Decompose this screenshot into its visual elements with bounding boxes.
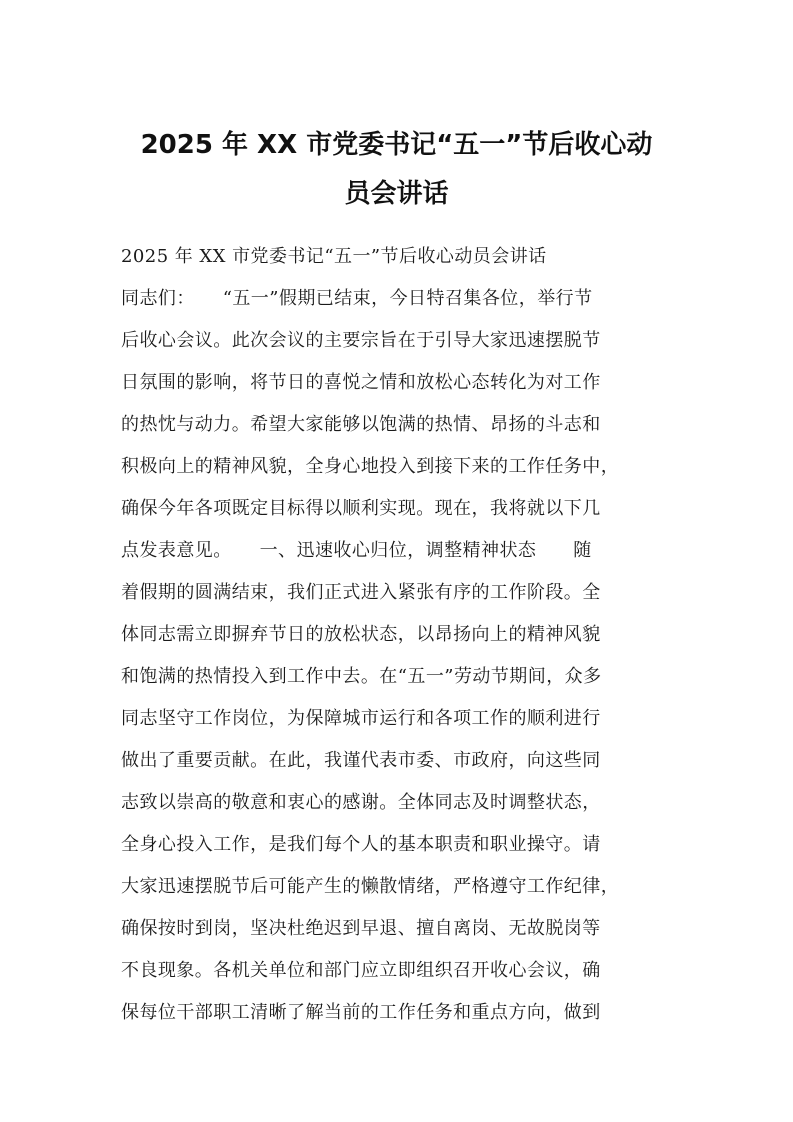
body-line-1: 2025 年 XX 市党委书记“五一”节后收心动员会讲话 [121,246,547,267]
document-title-line-2: 员会讲话 [344,179,449,209]
body-line-6: 积极向上的精神风貌，全身心地投入到接下来的工作任务中， [121,456,620,477]
body-line-11: 和饱满的热情投入到工作中去。在“五一”劳动节期间，众多 [121,666,602,687]
body-line-14: 志致以崇高的敬意和衷心的感谢。全体同志及时调整状态， [121,792,601,813]
body-line-3: 后收心会议。此次会议的主要宗旨在于引导大家迅速摆脱节 [121,330,601,351]
body-line-9: 着假期的圆满结束，我们正式进入紧张有序的工作阶段。全 [121,582,601,603]
document-title-line-1: 2025 年 XX 市党委书记“五一”节后收心动 [140,130,653,160]
body-line-17: 确保按时到岗，坚决杜绝迟到早退、擅自离岗、无故脱岗等 [121,918,601,939]
body-line-12: 同志坚守工作岗位，为保障城市运行和各项工作的顺利进行 [121,708,601,729]
body-line-16: 大家迅速摆脱节后可能产生的懒散情绪，严格遵守工作纪律， [121,876,620,897]
body-line-10: 体同志需立即摒弃节日的放松状态，以昂扬向上的精神风貌 [121,624,601,645]
body-line-19: 保每位干部职工清晰了解当前的工作任务和重点方向，做到 [121,1002,601,1023]
body-line-2: 同志们： “五一”假期已结束，今日特召集各位，举行节 [121,288,593,309]
body-line-15: 全身心投入工作，是我们每个人的基本职责和职业操守。请 [121,834,601,855]
body-line-8: 点发表意见。 一、迅速收心归位，调整精神状态 随 [121,540,592,561]
body-line-4: 日氛围的影响，将节日的喜悦之情和放松心态转化为对工作 [121,372,601,393]
body-line-13: 做出了重要贡献。在此，我谨代表市委、市政府，向这些同 [121,750,601,771]
body-line-18: 不良现象。各机关单位和部门应立即组织召开收心会议，确 [121,960,601,981]
body-line-5: 的热忱与动力。希望大家能够以饱满的热情、昂扬的斗志和 [121,414,601,435]
body-line-7: 确保今年各项既定目标得以顺利实现。现在，我将就以下几 [121,498,601,519]
